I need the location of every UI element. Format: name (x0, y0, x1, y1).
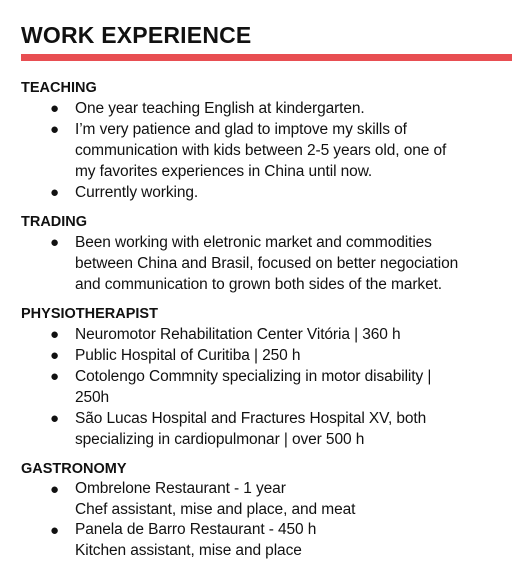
item-line: Neuromotor Rehabilitation Center Vitória | 360 h (75, 326, 401, 343)
item-line: Ombrelone Restaurant - 1 year (75, 480, 286, 497)
bullet-list (21, 98, 511, 203)
item-line: Cotolengo Commnity specializing in motor disability | (75, 368, 432, 385)
bullet-icon: ● (50, 481, 59, 498)
section-heading: TEACHING (21, 80, 97, 96)
item-line: specializing in cardiopulmonar | over 500 h (75, 431, 365, 448)
item-line: 250h (75, 389, 110, 406)
item-line: my favorites experiences in China until now. (75, 163, 373, 180)
list-item (21, 182, 511, 203)
section-heading: PHYSIOTHERAPIST (21, 306, 158, 322)
item-line: Panela de Barro Restaurant - 450 h (75, 521, 317, 538)
item-line: I’m very patience and glad to imptove my skills of (75, 121, 407, 138)
list-item (21, 366, 511, 408)
bullet-icon: ● (50, 410, 59, 427)
list-item (21, 98, 511, 119)
item-line: communication with kids between 2-5 years old, one of (75, 142, 447, 159)
item-line: São Lucas Hospital and Fractures Hospital XV, both (75, 410, 427, 427)
bullet-icon: ● (50, 100, 59, 117)
item-line: and communication to grown both sides of the market. (75, 276, 442, 293)
section-heading: TRADING (21, 214, 88, 230)
bullet-icon: ● (50, 368, 59, 385)
list-item (21, 232, 511, 295)
item-line: between China and Brasil, focused on better negociation (75, 255, 459, 272)
bullet-list (21, 324, 511, 450)
list-item (21, 408, 511, 450)
item-line: One year teaching English at kindergarten. (75, 100, 365, 117)
list-item (21, 479, 511, 520)
experience-content (21, 79, 511, 571)
list-item (21, 520, 511, 561)
item-line: Currently working. (75, 184, 199, 201)
section-physiotherapist (21, 305, 511, 450)
bullet-icon: ● (50, 121, 59, 138)
bullet-icon: ● (50, 234, 59, 251)
item-line: Chef assistant, mise and place, and meat (75, 500, 356, 518)
bullet-icon: ● (50, 184, 59, 201)
section-trading (21, 213, 511, 295)
bullet-icon: ● (50, 326, 59, 343)
bullet-list (21, 479, 511, 561)
bullet-list (21, 232, 511, 295)
item-line: Kitchen assistant, mise and place (75, 541, 302, 559)
section-gastronomy (21, 460, 511, 561)
list-item (21, 345, 511, 366)
accent-divider (21, 54, 512, 61)
bullet-icon: ● (50, 522, 59, 539)
item-line: Public Hospital of Curitiba | 250 h (75, 347, 301, 364)
list-item (21, 119, 511, 182)
item-line: Been working with eletronic market and commodities (75, 234, 432, 251)
section-heading: GASTRONOMY (21, 461, 127, 477)
list-item (21, 324, 511, 345)
section-teaching (21, 79, 511, 203)
section-title-work-experience: WORK EXPERIENCE (21, 22, 252, 48)
bullet-icon: ● (50, 347, 59, 364)
